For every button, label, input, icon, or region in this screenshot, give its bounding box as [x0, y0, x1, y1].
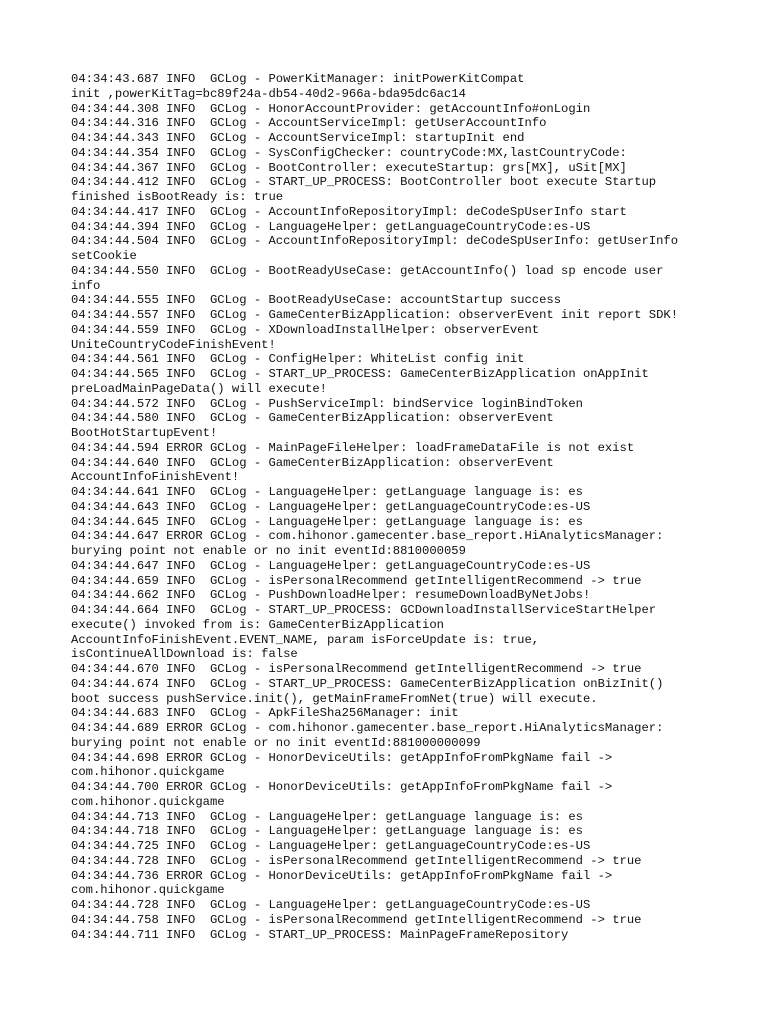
log-line: 04:34:44.641 INFO GCLog - LanguageHelper: getLanguage language is: es — [71, 485, 583, 499]
log-line: 04:34:43.687 INFO GCLog - PowerKitManager: initPowerKitCompat — [71, 72, 525, 86]
log-line: 04:34:44.645 INFO GCLog - LanguageHelper: getLanguage language is: es — [71, 514, 583, 529]
log-line: 04:34:44.700 ERROR GCLog - HonorDeviceUtils: getAppInfoFromPkgName fail -> — [71, 780, 613, 794]
log-line: burying point not enable or no init eventId:8810000059 — [71, 544, 466, 558]
log-line: 04:34:44.689 ERROR GCLog - com.hihonor.gamecenter.base_report.HiAnalyticsManager: — [71, 721, 664, 735]
log-line: UniteCountryCodeFinishEvent! — [71, 337, 276, 352]
log-text-block — [71, 72, 751, 942]
log-line: 04:34:44.664 INFO GCLog - START_UP_PROCESS: GCDownloadInstallServiceStartHelper — [71, 603, 657, 617]
log-line: com.hihonor.quickgame — [71, 765, 225, 780]
log-line: 04:34:44.713 INFO GCLog - LanguageHelper: getLanguage language is: es — [71, 809, 583, 824]
log-line: 04:34:44.557 INFO GCLog - GameCenterBizApplication: observerEvent init report SDK! — [71, 308, 679, 322]
log-line: 04:34:44.555 INFO GCLog - BootReadyUseCase: accountStartup success — [71, 293, 562, 308]
log-line: 04:34:44.662 INFO GCLog - PushDownloadHelper: resumeDownloadByNetJobs! — [71, 588, 591, 603]
log-line: 04:34:44.758 INFO GCLog - isPersonalRecommend getIntelligentRecommend -> true — [71, 912, 642, 927]
log-line: preLoadMainPageData() will execute! — [71, 381, 327, 396]
log-line: 04:34:44.308 INFO GCLog - HonorAccountProvider: getAccountInfo#onLogin — [71, 101, 591, 116]
log-line: 04:34:44.674 INFO GCLog - START_UP_PROCESS: GameCenterBizApplication onBizInit() — [71, 676, 664, 691]
log-line: 04:34:44.670 INFO GCLog - isPersonalRecommend getIntelligentRecommend -> true — [71, 662, 642, 676]
log-line: 04:34:44.725 INFO GCLog - LanguageHelper: getLanguageCountryCode:es-US — [71, 839, 591, 853]
log-line: com.hihonor.quickgame — [71, 883, 225, 898]
log-line: AccountInfoFinishEvent! — [71, 470, 240, 485]
log-line: 04:34:44.580 INFO GCLog - GameCenterBizApplication: observerEvent — [71, 411, 554, 426]
log-line: AccountInfoFinishEvent.EVENT_NAME, param isForceUpdate is: true, — [71, 632, 540, 647]
log-line: 04:34:44.354 INFO GCLog - SysConfigChecker: countryCode:MX,lastCountryCode: — [71, 145, 627, 160]
log-line: 04:34:44.559 INFO GCLog - XDownloadInstallHelper: observerEvent — [71, 322, 540, 337]
log-line: BootHotStartupEvent! — [71, 426, 218, 440]
log-line: 04:34:44.728 INFO GCLog - LanguageHelper: getLanguageCountryCode:es-US — [71, 898, 591, 912]
log-line: 04:34:44.561 INFO GCLog - ConfigHelper: WhiteList config init — [71, 352, 525, 367]
log-line: 04:34:44.698 ERROR GCLog - HonorDeviceUtils: getAppInfoFromPkgName fail -> — [71, 750, 613, 765]
log-line: 04:34:44.647 ERROR GCLog - com.hihonor.gamecenter.base_report.HiAnalyticsManager: — [71, 529, 664, 544]
log-line: 04:34:44.736 ERROR GCLog - HonorDeviceUtils: getAppInfoFromPkgName fail -> — [71, 868, 613, 883]
log-line: finished isBootReady is: true — [71, 190, 284, 204]
log-line: 04:34:44.565 INFO GCLog - START_UP_PROCESS: GameCenterBizApplication onAppInit — [71, 367, 649, 381]
log-line: 04:34:44.718 INFO GCLog - LanguageHelper: getLanguage language is: es — [71, 824, 583, 839]
log-line: 04:34:44.640 INFO GCLog - GameCenterBizApplication: observerEvent — [71, 455, 554, 470]
log-line: boot success pushService.init(), getMainFrameFromNet(true) will execute. — [71, 691, 598, 706]
log-line: init ,powerKitTag=bc89f24a-db54-40d2-966a-bda95dc6ac14 — [71, 86, 466, 101]
log-line: 04:34:44.647 INFO GCLog - LanguageHelper: getLanguageCountryCode:es-US — [71, 558, 591, 573]
log-line: 04:34:44.394 INFO GCLog - LanguageHelper: getLanguageCountryCode:es-US — [71, 219, 591, 234]
log-line: 04:34:44.643 INFO GCLog - LanguageHelper: getLanguageCountryCode:es-US — [71, 499, 591, 514]
log-line: 04:34:44.412 INFO GCLog - START_UP_PROCESS: BootController boot execute Startup — [71, 175, 657, 190]
log-line: 04:34:44.659 INFO GCLog - isPersonalRecommend getIntelligentRecommend -> true — [71, 573, 642, 588]
log-line: 04:34:44.594 ERROR GCLog - MainPageFileHelper: loadFrameDataFile is not exist — [71, 440, 635, 455]
log-line: setCookie — [71, 249, 137, 263]
log-line: 04:34:44.683 INFO GCLog - ApkFileSha256Manager: init — [71, 706, 459, 721]
log-line: burying point not enable or no init eventId:881000000099 — [71, 735, 481, 750]
log-line: execute() invoked from is: GameCenterBizApplication — [71, 617, 444, 632]
log-line: 04:34:44.367 INFO GCLog - BootController: executeStartup: grs[MX], uSit[MX] — [71, 160, 627, 175]
log-line: info — [71, 278, 101, 293]
log-line: 04:34:44.417 INFO GCLog - AccountInfoRepositoryImpl: deCodeSpUserInfo start — [71, 204, 627, 219]
log-line: 04:34:44.572 INFO GCLog - PushServiceImpl: bindService loginBindToken — [71, 396, 583, 411]
log-line: 04:34:44.316 INFO GCLog - AccountServiceImpl: getUserAccountInfo — [71, 116, 547, 131]
log-line: isContinueAllDownload is: false — [71, 647, 298, 662]
log-line: 04:34:44.711 INFO GCLog - START_UP_PROCESS: MainPageFrameRepository — [71, 927, 569, 942]
log-line: 04:34:44.728 INFO GCLog - isPersonalRecommend getIntelligentRecommend -> true — [71, 853, 642, 868]
log-line: 04:34:44.550 INFO GCLog - BootReadyUseCase: getAccountInfo() load sp encode user — [71, 263, 664, 278]
log-line: 04:34:44.504 INFO GCLog - AccountInfoRepositoryImpl: deCodeSpUserInfo: getUserInfo — [71, 234, 679, 249]
log-line: 04:34:44.343 INFO GCLog - AccountServiceImpl: startupInit end — [71, 131, 525, 145]
log-line: com.hihonor.quickgame — [71, 794, 225, 809]
